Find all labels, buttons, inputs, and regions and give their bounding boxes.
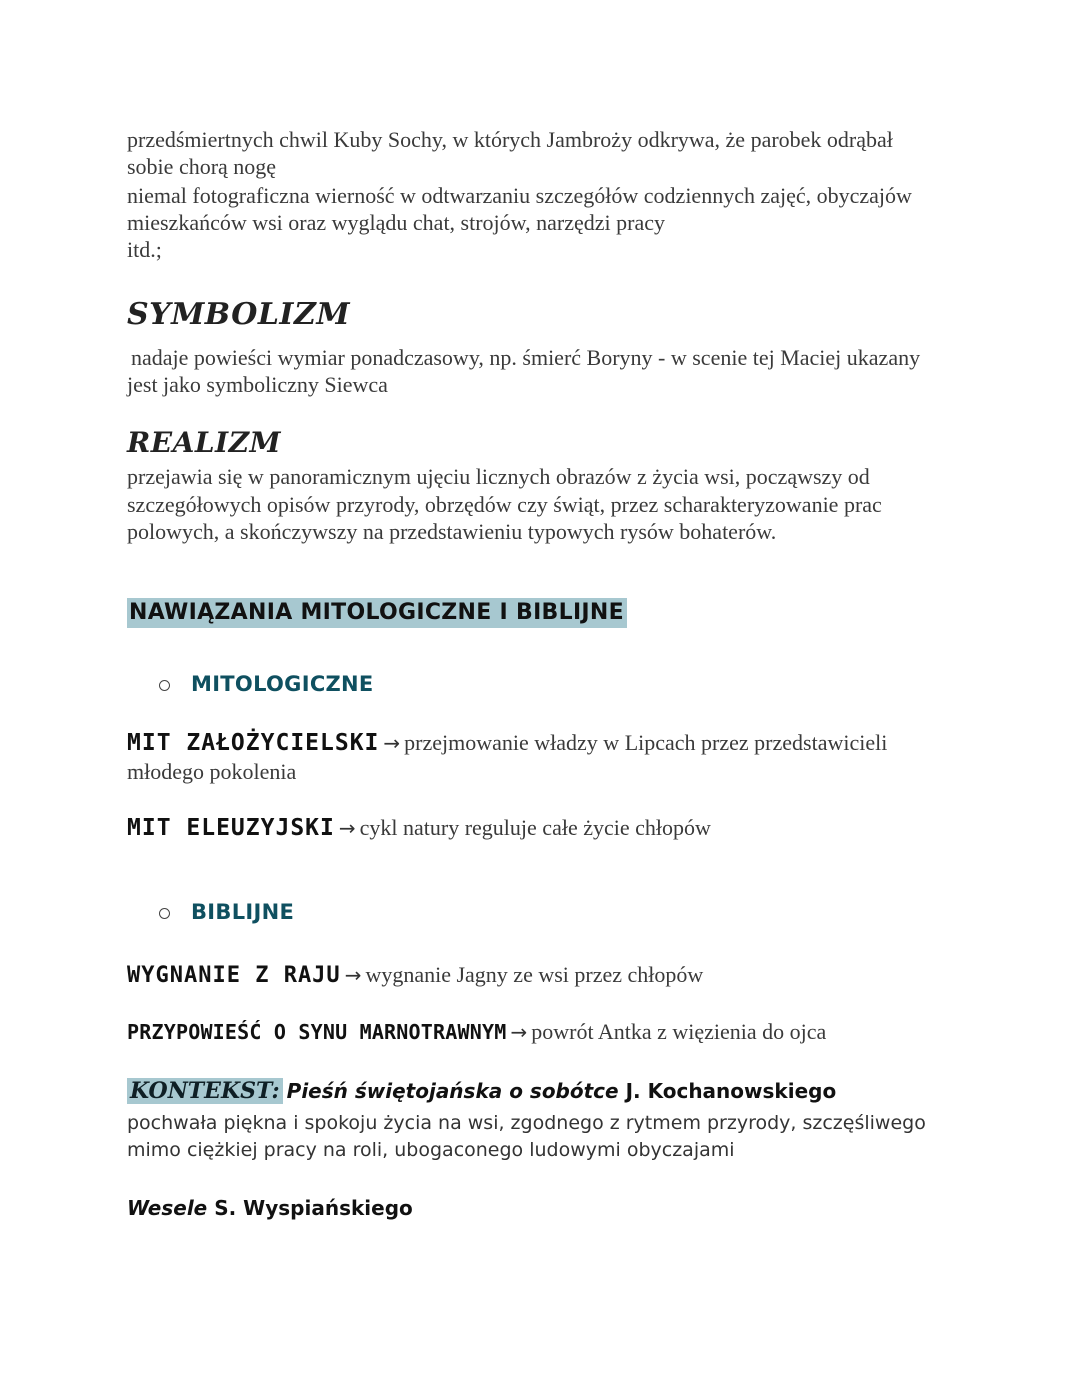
arrow-right-icon: →	[510, 1020, 528, 1044]
kontekst-title-row	[127, 1078, 836, 1104]
wygnanie-desc: wygnanie Jagny ze wsi przez chłopów	[365, 962, 704, 987]
przypowiesc-row	[127, 1018, 826, 1045]
kontekst-work-author: J. Kochanowskiego	[618, 1079, 837, 1103]
mit-eleuzyjski-row	[127, 814, 711, 841]
wygnanie-term: WYGNANIE Z RAJU	[127, 963, 341, 988]
intro-line-2: sobie chorą nogę	[127, 154, 277, 179]
arrow-right-icon: →	[344, 963, 362, 987]
section-title: NAWIĄZANIA MITOLOGICZNE I BIBLIJNE	[127, 598, 627, 628]
mit-eleuzyjski-term: MIT ELEUZYJSKI	[127, 815, 335, 841]
mitologiczne-label: MITOLOGICZNE	[191, 672, 374, 696]
kontekst-work-title: Pieśń świętojańska o sobótce	[286, 1079, 619, 1103]
przypowiesc-term: PRZYPOWIEŚĆ O SYNU MARNOTRAWNYM	[127, 1020, 507, 1044]
wesele-author: S. Wyspiańskiego	[207, 1196, 413, 1220]
mit-zalozycielski-desc: przejmowanie władzy w Lipcach przez przedstawicieli	[404, 730, 888, 755]
kontekst-label: KONTEKST:	[127, 1078, 283, 1104]
wesele-title: Wesele	[127, 1196, 208, 1220]
kontekst-line-2: mimo ciężkiej pracy na roli, ubogaconego ludowymi obyczajami	[127, 1139, 735, 1161]
bullet-circle-icon	[159, 680, 170, 691]
intro-line-1: przedśmiertnych chwil Kuby Sochy, w których Jambroży odkrywa, że parobek odrąbał	[127, 127, 893, 152]
mit-zalozycielski-row	[127, 729, 887, 756]
mit-zalozycielski-desc-2: młodego pokolenia	[127, 759, 297, 784]
realizm-heading: REALIZM	[127, 426, 282, 459]
symbolizm-line-2: jest jako symboliczny Siewca	[127, 372, 388, 397]
realizm-line-1: przejawia się w panoramicznym ujęciu licznych obrazów z życia wsi, począwszy od	[127, 464, 870, 489]
symbolizm-heading: SYMBOLIZM	[127, 297, 351, 332]
realizm-line-3: polowych, a skończywszy na przedstawieniu typowych rysów bohaterów.	[127, 519, 777, 544]
realizm-line-2: szczegółowych opisów przyrody, obrzędów czy świąt, przez scharakteryzowanie prac	[127, 492, 882, 517]
mit-eleuzyjski-desc: cykl natury reguluje całe życie chłopów	[359, 815, 711, 840]
wygnanie-row	[127, 961, 703, 988]
wesele-row	[127, 1196, 413, 1220]
intro-line-3: niemal fotograficzna wierność w odtwarzaniu szczegółów codziennych zajęć, obyczajów	[127, 183, 912, 208]
symbolizm-line-1: nadaje powieści wymiar ponadczasowy, np. śmierć Boryny - w scenie tej Maciej ukazany	[131, 345, 921, 370]
biblijne-label: BIBLIJNE	[191, 900, 295, 924]
intro-line-5: itd.;	[127, 237, 162, 262]
arrow-right-icon: →	[338, 816, 356, 840]
kontekst-line-1: pochwała piękna i spokoju życia na wsi, zgodnego z rytmem przyrody, szczęśliwego	[127, 1112, 926, 1134]
bullet-circle-icon	[159, 908, 170, 919]
arrow-right-icon: →	[383, 731, 401, 755]
przypowiesc-desc: powrót Antka z więzienia do ojca	[531, 1019, 827, 1044]
mit-zalozycielski-term: MIT ZAŁOŻYCIELSKI	[127, 730, 380, 756]
intro-line-4: mieszkańców wsi oraz wyglądu chat, strojów, narzędzi pracy	[127, 210, 665, 235]
